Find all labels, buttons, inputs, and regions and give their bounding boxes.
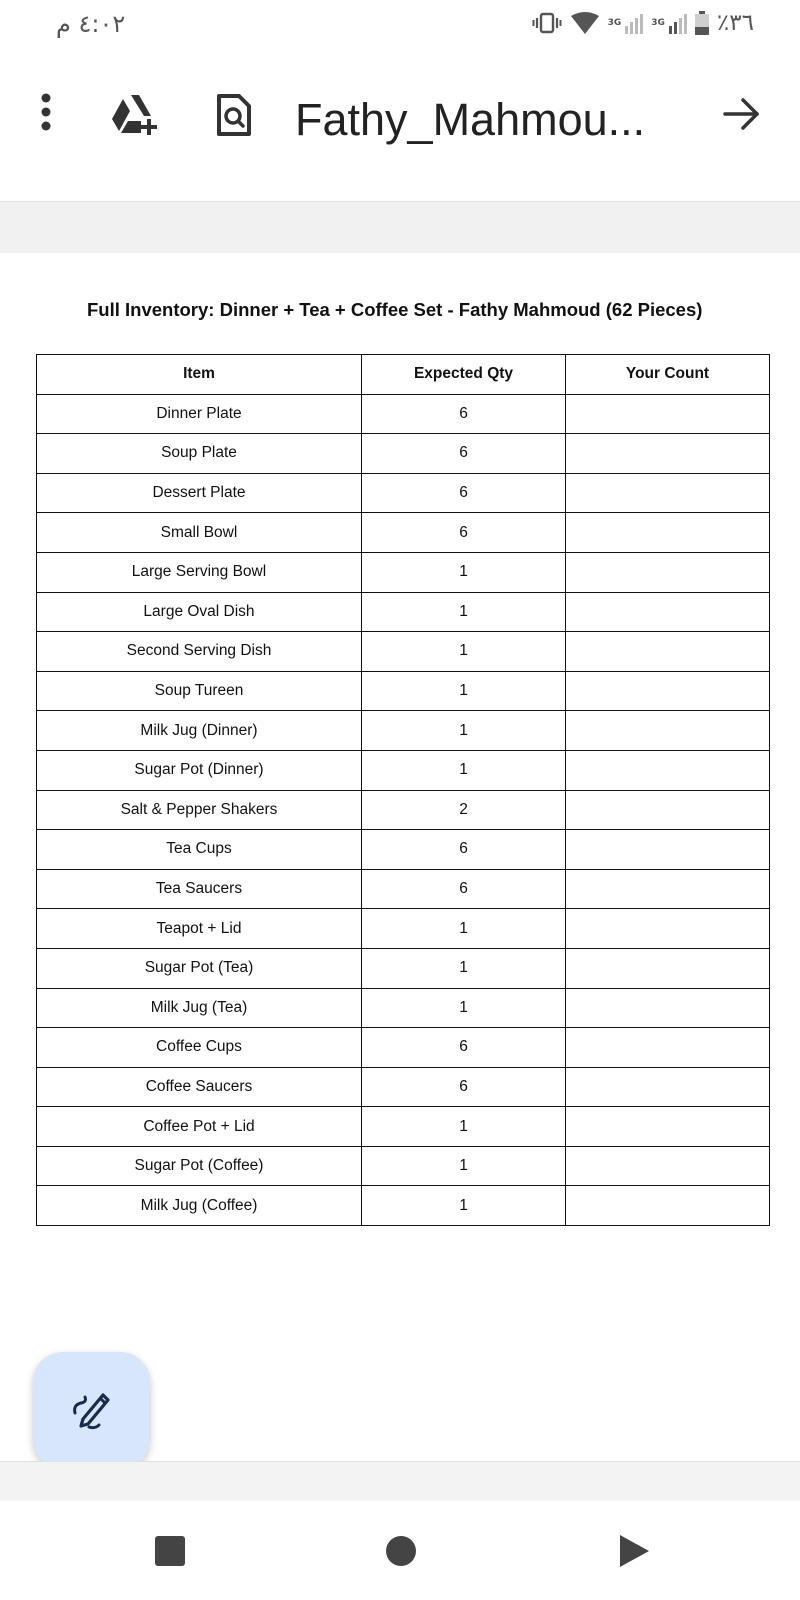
cell-expected-qty: 1 (362, 948, 566, 988)
cell-your-count[interactable] (566, 671, 770, 711)
status-bar (0, 0, 800, 52)
cell-expected-qty: 1 (362, 552, 566, 592)
cell-item: Milk Jug (Tea) (37, 988, 362, 1028)
cell-item: Sugar Pot (Tea) (37, 948, 362, 988)
table-row (37, 909, 770, 949)
cell-expected-qty: 6 (362, 513, 566, 553)
table-row (37, 988, 770, 1028)
header-your-count: Your Count (566, 355, 770, 395)
cell-your-count[interactable] (566, 632, 770, 672)
cell-expected-qty: 1 (362, 1186, 566, 1226)
cell-expected-qty: 1 (362, 671, 566, 711)
cell-your-count[interactable] (566, 1107, 770, 1147)
edit-fab-button[interactable] (33, 1352, 150, 1469)
cell-expected-qty: 6 (362, 434, 566, 474)
cell-item: Coffee Cups (37, 1028, 362, 1068)
cell-your-count[interactable] (566, 948, 770, 988)
cell-item: Soup Tureen (37, 671, 362, 711)
app-toolbar (0, 52, 800, 200)
table-row (37, 1028, 770, 1068)
cell-your-count[interactable] (566, 711, 770, 751)
cell-item: Second Serving Dish (37, 632, 362, 672)
header-expected-qty: Expected Qty (362, 355, 566, 395)
home-circle-icon[interactable] (381, 1531, 421, 1571)
cell-item: Tea Saucers (37, 869, 362, 909)
toolbar-divider (0, 201, 800, 254)
cell-expected-qty: 1 (362, 632, 566, 672)
cell-expected-qty: 1 (362, 592, 566, 632)
table-row (37, 632, 770, 672)
cell-your-count[interactable] (566, 473, 770, 513)
cell-expected-qty: 1 (362, 750, 566, 790)
cell-your-count[interactable] (566, 513, 770, 553)
document-search-icon[interactable] (212, 92, 256, 138)
table-row (37, 671, 770, 711)
network-type-label: 3G (607, 18, 622, 28)
table-row (37, 869, 770, 909)
wifi-icon (570, 11, 600, 35)
edit-pen-icon (69, 1385, 115, 1436)
table-row (37, 1146, 770, 1186)
table-row (37, 394, 770, 434)
cell-your-count[interactable] (566, 1028, 770, 1068)
cell-expected-qty: 1 (362, 1146, 566, 1186)
table-row (37, 434, 770, 474)
cell-expected-qty: 6 (362, 473, 566, 513)
status-time: ٤:٠٢ م (56, 10, 126, 38)
cell-expected-qty: 1 (362, 988, 566, 1028)
cell-your-count[interactable] (566, 790, 770, 830)
signal-icon-2 (669, 12, 687, 34)
table-row (37, 711, 770, 751)
cell-expected-qty: 1 (362, 711, 566, 751)
bottom-divider (0, 1461, 800, 1502)
cell-item: Soup Plate (37, 434, 362, 474)
status-icons (532, 10, 754, 36)
cell-item: Milk Jug (Dinner) (37, 711, 362, 751)
table-row (37, 948, 770, 988)
network-type-label-2: 3G (651, 18, 665, 28)
cell-your-count[interactable] (566, 830, 770, 870)
back-triangle-icon[interactable] (614, 1531, 654, 1571)
system-nav-bar (0, 1501, 800, 1600)
cell-your-count[interactable] (566, 909, 770, 949)
cell-item: Small Bowl (37, 513, 362, 553)
table-row (37, 790, 770, 830)
cell-your-count[interactable] (566, 1067, 770, 1107)
table-row (37, 473, 770, 513)
header-item: Item (37, 355, 362, 395)
document-title: Fathy_Mahmou... (295, 94, 646, 145)
cell-item: Large Oval Dish (37, 592, 362, 632)
cell-item: Sugar Pot (Dinner) (37, 750, 362, 790)
cell-expected-qty: 6 (362, 1028, 566, 1068)
battery-icon (695, 11, 709, 35)
document-page[interactable] (0, 253, 800, 1461)
cell-item: Salt & Pepper Shakers (37, 790, 362, 830)
table-row (37, 1067, 770, 1107)
cell-item: Dessert Plate (37, 473, 362, 513)
table-row (37, 1107, 770, 1147)
cell-item: Coffee Saucers (37, 1067, 362, 1107)
cell-item: Teapot + Lid (37, 909, 362, 949)
table-row (37, 830, 770, 870)
cell-your-count[interactable] (566, 552, 770, 592)
battery-percent: ٣٦٪ (716, 10, 754, 36)
drive-add-icon[interactable] (110, 92, 162, 136)
cell-expected-qty: 6 (362, 394, 566, 434)
more-vert-icon[interactable] (26, 92, 66, 132)
table-row (37, 1186, 770, 1226)
document-heading: Full Inventory: Dinner + Tea + Coffee Set - Fathy Mahmoud (62 Pieces) (87, 299, 703, 320)
table-header-row (37, 355, 770, 395)
cell-item: Dinner Plate (37, 394, 362, 434)
cell-expected-qty: 1 (362, 909, 566, 949)
cell-expected-qty: 6 (362, 830, 566, 870)
inventory-table (36, 354, 770, 1226)
table-row (37, 552, 770, 592)
cell-item: Coffee Pot + Lid (37, 1107, 362, 1147)
cell-your-count[interactable] (566, 750, 770, 790)
cell-item: Tea Cups (37, 830, 362, 870)
cell-item: Sugar Pot (Coffee) (37, 1146, 362, 1186)
cell-your-count[interactable] (566, 988, 770, 1028)
vibrate-icon (532, 12, 562, 34)
cell-expected-qty: 2 (362, 790, 566, 830)
cell-your-count[interactable] (566, 1186, 770, 1226)
signal-icon (625, 12, 643, 34)
cell-your-count[interactable] (566, 869, 770, 909)
table-row (37, 513, 770, 553)
cell-item: Milk Jug (Coffee) (37, 1186, 362, 1226)
table-row (37, 592, 770, 632)
cell-your-count[interactable] (566, 592, 770, 632)
recents-square-icon[interactable] (150, 1531, 190, 1571)
cell-your-count[interactable] (566, 394, 770, 434)
cell-item: Large Serving Bowl (37, 552, 362, 592)
cell-expected-qty: 6 (362, 1067, 566, 1107)
cell-your-count[interactable] (566, 434, 770, 474)
arrow-forward-icon[interactable] (722, 94, 762, 134)
cell-your-count[interactable] (566, 1146, 770, 1186)
table-row (37, 750, 770, 790)
cell-expected-qty: 1 (362, 1107, 566, 1147)
cell-expected-qty: 6 (362, 869, 566, 909)
